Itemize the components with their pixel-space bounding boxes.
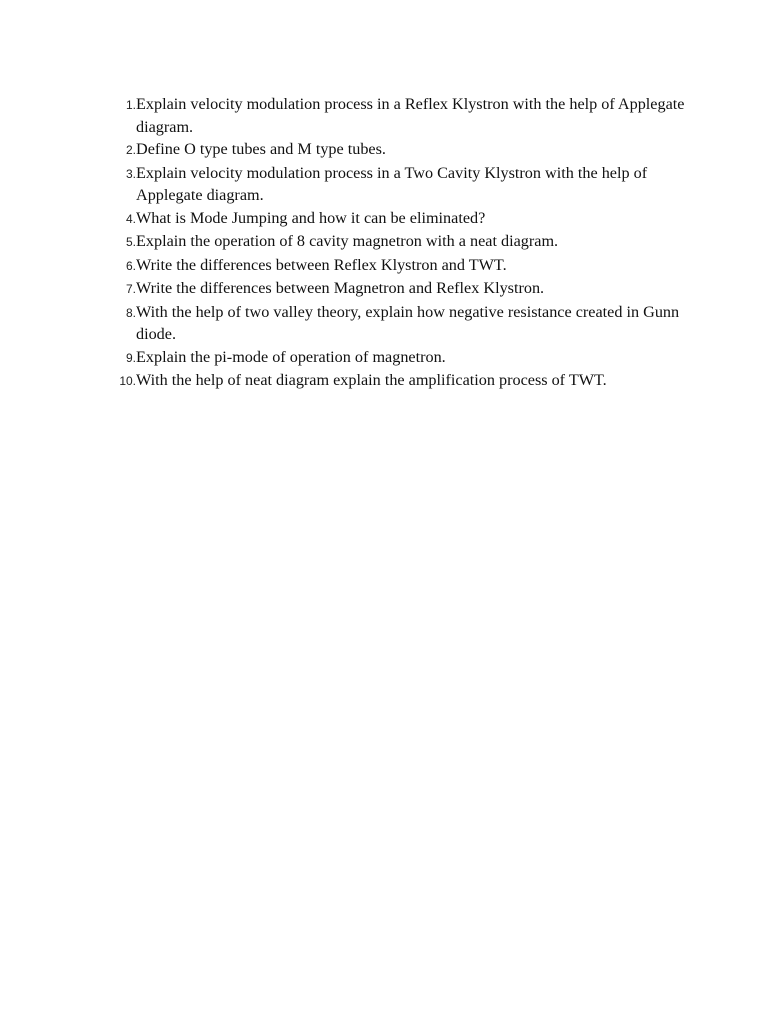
question-text: What is Mode Jumping and how it can be eliminated? [136, 208, 486, 227]
question-text: Explain velocity modulation process in a Two Cavity Klystron with the help of Applegate diagram. [136, 163, 648, 204]
list-item [96, 369, 686, 393]
question-number: 7. [125, 282, 136, 296]
list-item [96, 277, 686, 301]
question-number: 6. [125, 258, 136, 273]
question-text: With the help of neat diagram explain the amplification process of TWT. [136, 371, 607, 389]
question-number: 8. [125, 305, 136, 320]
question-text: Explain velocity modulation process in a Reflex Klystron with the help of Applegate diagram. [136, 95, 685, 136]
list-item [96, 254, 686, 278]
list-item [96, 138, 686, 162]
question-number: 2. [125, 143, 136, 157]
list-item [96, 162, 686, 207]
question-number: 5. [125, 235, 136, 249]
list-item [96, 230, 686, 254]
question-number: 1. [125, 98, 136, 112]
list-item [96, 207, 686, 231]
list-item [96, 346, 686, 370]
list-item [96, 301, 686, 346]
question-text: Write the differences between Reflex Klystron and TWT. [136, 255, 507, 274]
question-text: Write the differences between Magnetron and Reflex Klystron. [136, 279, 545, 297]
question-text: Explain the pi-mode of operation of magnetron. [136, 347, 446, 366]
question-number: 4. [125, 211, 136, 226]
question-text: With the help of two valley theory, explain how negative resistance created in Gunn diode. [136, 302, 680, 343]
question-number: 10. [119, 374, 136, 388]
question-list [96, 93, 686, 393]
list-item [96, 93, 686, 138]
question-text: Explain the operation of 8 cavity magnetron with a neat diagram. [136, 232, 559, 250]
question-number: 9. [125, 350, 136, 365]
question-text: Define O type tubes and M type tubes. [136, 140, 386, 158]
question-number: 3. [125, 166, 136, 181]
